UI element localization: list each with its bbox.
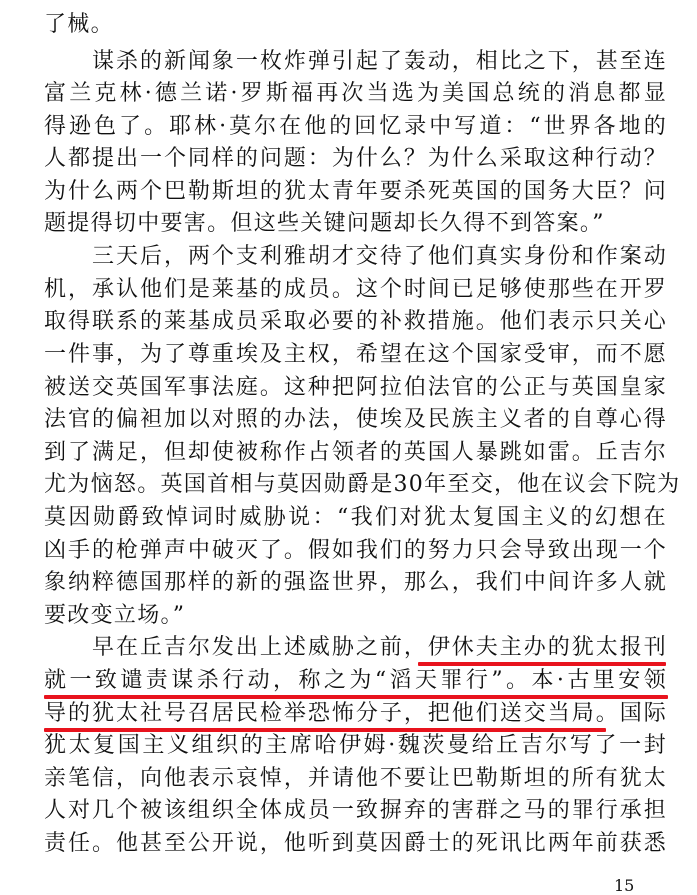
text-line-15: 尤为恼怒。英国首相与莫因勋爵是30年至交，他在议会下院为 xyxy=(44,472,681,497)
text-line-5: 人都提出一个同样的问题：为什么？为什么采取这种行动？ xyxy=(44,146,667,171)
text-line-17: 凶手的枪弹声中破灭了。假如我们的努力只会导致出现一个 xyxy=(44,538,667,563)
text-line-1: 了械。 xyxy=(44,12,114,37)
text-line-25: 人对几个被该组织全体成员一致摒弃的害群之马的罪行承担 xyxy=(44,798,667,823)
red-underline-3 xyxy=(44,728,606,732)
text-line-2: 谋杀的新闻象一枚炸弹引起了轰动，相比之下，甚至连 xyxy=(92,49,667,74)
text-line-6: 为什么两个巴勒斯坦的犹太青年要杀死英国的国务大臣？问 xyxy=(44,179,667,204)
red-underline-2 xyxy=(44,695,668,699)
text-line-13: 法官的偏袒加以对照的办法，使埃及民族主义者的自尊心得 xyxy=(44,407,667,432)
text-line-21: 就一致谴责谋杀行动，称之为“滔天罪行”。本·古里安领 xyxy=(44,668,667,693)
text-line-8: 三天后，两个支利雅胡才交待了他们真实身份和作案动 xyxy=(92,244,667,269)
text-line-16: 莫因勋爵致悼词时威胁说：“我们对犹太复国主义的幻想在 xyxy=(44,505,667,530)
text-line-7: 题提得切中要害。但这些关键问题却长久得不到答案。” xyxy=(44,211,605,236)
text-line-4: 得逊色了。耶林·莫尔在他的回忆录中写道：“世界各地的 xyxy=(44,114,667,139)
text-line-10: 取得联系的莱基成员采取必要的补救措施。他们表示只关心 xyxy=(44,309,667,334)
text-line-12: 被送交英国军事法庭。这种把阿拉伯法官的公正与英国皇家 xyxy=(44,375,667,400)
text-line-3: 富兰克林·德兰诺·罗斯福再次当选为美国总统的消息都显 xyxy=(44,81,667,106)
text-line-11: 一件事，为了尊重埃及主权，希望在这个国家受审，而不愿 xyxy=(44,342,667,367)
text-line-19: 要改变立场。” xyxy=(44,603,186,628)
text-line-23: 犹太复国主义组织的主席哈伊姆·魏茨曼给丘吉尔写了一封 xyxy=(44,733,667,758)
text-line-22: 导的犹太社号召居民检举恐怖分子，把他们送交当局。国际 xyxy=(44,701,667,726)
text-line-24: 亲笔信，向他表示哀悼，并请他不要让巴勒斯坦的所有犹太 xyxy=(44,766,667,791)
page-number: 15 xyxy=(614,876,635,895)
text-line-18: 象纳粹德国那样的新的强盗世界，那么，我们中间许多人就 xyxy=(44,570,667,595)
text-line-26: 责任。他甚至公开说，他听到莫因爵士的死讯比两年前获悉 xyxy=(44,831,667,856)
text-line-14: 到了满足，但却使被称作占领者的英国人暴跳如雷。丘吉尔 xyxy=(44,440,667,465)
text-line-20: 早在丘吉尔发出上述威胁之前，伊休夫主办的犹太报刊 xyxy=(92,635,667,660)
text-line-9: 机，承认他们是莱基的成员。这个时间已足够使那些在开罗 xyxy=(44,277,667,302)
red-underline-1 xyxy=(418,662,666,666)
